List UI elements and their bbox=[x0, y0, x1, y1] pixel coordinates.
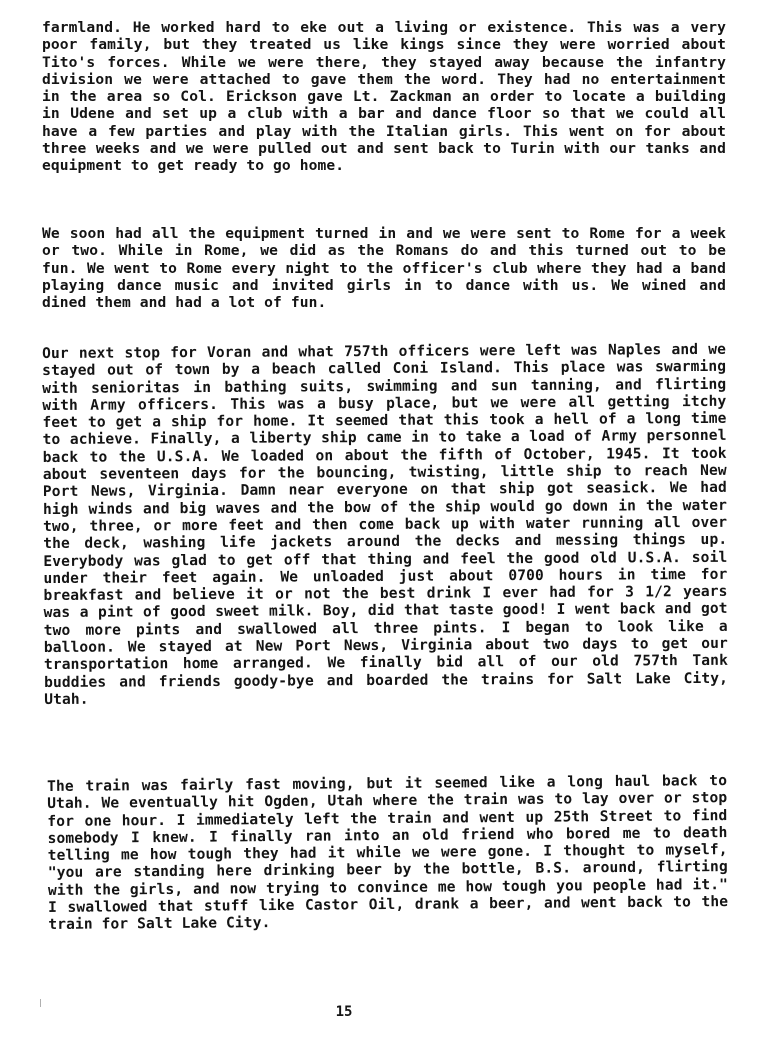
paragraph-train-utah: The train was fairly fast moving, but it seemed like a long haul back to Utah. We eventually hit Ogden, Utah where the train was to lay over or stop for one hour. I immediately left the train and went up 25th Street to find somebody I knew. I finally ran into an old friend who bored me to death telling me how tough they had it while we were gone. I thought to myself, "you are standing here drinking beer by the bottle, B.S. around, flirting with the girls, and now trying to convince me how tough you people had it." I swallowed that stuff like Castor Oil, drank a beer, and went back to the train for Salt Lake City. bbox=[47, 772, 729, 934]
paragraph-rome: We soon had all the equipment turned in and we were sent to Rome for a week or two. While in Rome, we did as the Romans do and this turned out to be fun. We went to Rome every night to the officer's club where they had a band playing dance music and invited girls in to dance with us. We wined and dined them and had a lot of fun. bbox=[42, 225, 726, 312]
page-number-text: 15 bbox=[335, 1004, 353, 1020]
paragraph-naples-voyage: Our next stop for Voran and what 757th officers were left was Naples and we stayed out of town by a beach called Coni Island. This place was swarming with senioritas in bathing suits, swimming and sun tanning, and flirting with Army officers. This was a busy place, but we were all getting itchy feet to get a ship for home. It seemed that this took a hell of a long time to achieve. Finally, a liberty ship came in to take a load of Army personnel back to the U.S.A. We loaded on about the fifth of October, 1945. It took about seventeen days for the bouncing, twisting, little ship to reach New Port News, Virginia. Damn near everyone on that ship got seasick. We had high winds and big waves and the bow of the ship would go down in the water two, three, or more feet and then come back up with water running all over the deck, washing life jackets around the decks and messing things up. Everybody was glad to get off that thing and feel the good old U.S.A. soil under their feet again. We unloaded just about 0700 hours in time for breakfast and believe it or not the best drink I ever had for 3 1/2 years was a pint of good sweet milk. Boy, did that taste good! I went back and got two more pints and swallowed all three pints. I began to look like a balloon. We stayed at New Port News, Virginia about two days to get our transportation home arranged. We finally bid all of our old 757th Tank buddies and friends goody-bye and boarded the trains for Salt Lake City, Utah. bbox=[42, 340, 729, 708]
paragraph-farmland: farmland. He worked hard to eke out a living or existence. This was a very poor family, but they treated us like kings since they were worried about Tito's forces. While we were there, they stayed away because the infantry division we were attached to gave them the word. They had no entertainment in the area so Col. Erickson gave Lt. Zackman an order to locate a building in Udene and set up a club with a bar and dance floor so that we could all have a few parties and play with the Italian girls. This went on for about three weeks and we were pulled out and sent back to Turin with our tanks and equipment to get ready to go home. bbox=[42, 19, 726, 175]
page-number bbox=[0, 1004, 768, 1020]
